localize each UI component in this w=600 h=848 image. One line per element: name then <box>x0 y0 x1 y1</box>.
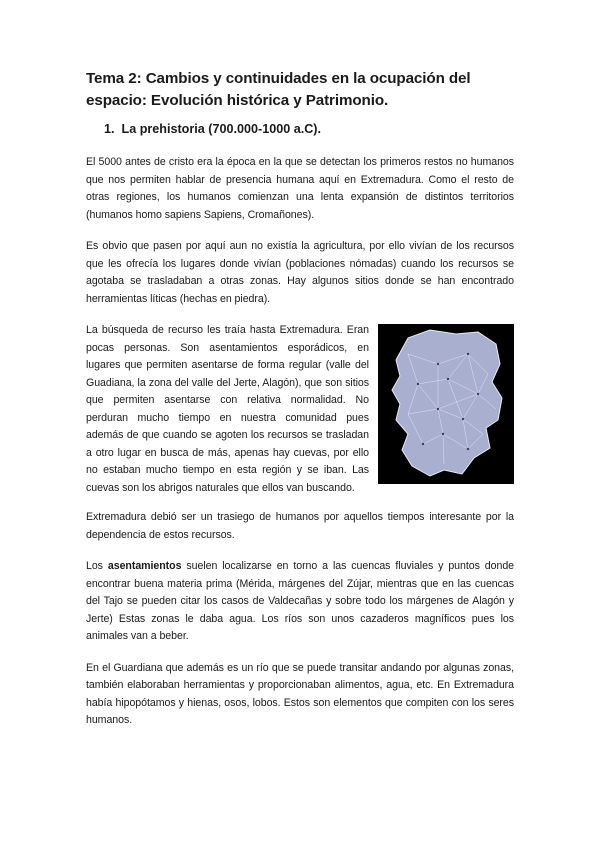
paragraph-4: Extremadura debió ser un trasiego de humanos por aquellos tiempos interesante por la dependencia de estos recursos. <box>86 511 514 541</box>
map-graphic <box>378 324 514 484</box>
extremadura-map-image <box>378 324 514 484</box>
paragraph-6: En el Guardiana que además es un río que se puede transitar andando por algunas zonas, también elaboraban herramientas y proporcionaban alimentos, agua, etc. En Extremadura había hipopótamos y hienas, osos, lobos. Estos son elementos que compiten con los seres humanos. <box>86 661 514 726</box>
document-title: Tema 2: Cambios y continuidades en la ocupación del espacio: Evolución histórica y Patrimonio. <box>86 70 471 109</box>
paragraph-3: La búsqueda de recurso les traía hasta Extremadura. Eran pocas personas. Son asentamientos esporádicos, en lugares que permiten asentarse de forma regular (valle del Guadiana, la zona del valle del Jerte, Alagón), que son sitios que permiten asentarse con relativa normalidad. No perduran mucho tiempo en nuestra comunidad pues además de que cuando se agoten los recursos se trasladan a otro lugar en busca de más, apenas hay cuevas, por ello no estaban mucho tiempo en esta región y se iban. Las cuevas son los abrigos naturales que ellos van buscando. <box>86 324 369 494</box>
paragraph-2: Es obvio que pasen por aquí aun no existía la agricultura, por ello vivían de los recursos que les ofrecía los lugares donde vivían (poblaciones nómadas) cuando los recursos se agotaba se trasladaban a otras zonas. Hay algunos sitios donde se han encontrado herramientas líticas (hechas en piedra). <box>86 240 514 305</box>
section-label: La prehistoria (700.000-1000 a.C). <box>121 122 321 136</box>
section-number: 1. <box>104 122 115 136</box>
paragraph-with-map <box>86 322 514 497</box>
paragraph-5-start: Los <box>86 560 108 572</box>
paragraph-5-end: suelen localizarse en torno a las cuencas fluviales y puntos donde encontrar buena materia prima (Mérida, márgenes del Zújar, mientras que en las cuencas del Tajo se pueden citar los casos de Valdecañas y sobre todo los márgenes de Alagón y Jerte) Estas zonas le daba agua. Los ríos son unos cazaderos magníficos pues los animales van a beber. <box>86 560 515 642</box>
paragraph-1: El 5000 antes de cristo era la época en la que se detectan los primeros restos no humanos que nos permiten hablar de presencia humana aquí en Extremadura. Como el resto de otras regiones, los humanos comienzan una lenta expansión de distintos territorios (humanos homo sapiens Sapiens, Cromañones). <box>86 156 514 221</box>
document-page <box>86 68 514 744</box>
paragraph-5-bold: asentamientos <box>107 560 182 572</box>
paragraph-5 <box>86 558 514 646</box>
section-heading <box>86 122 514 136</box>
